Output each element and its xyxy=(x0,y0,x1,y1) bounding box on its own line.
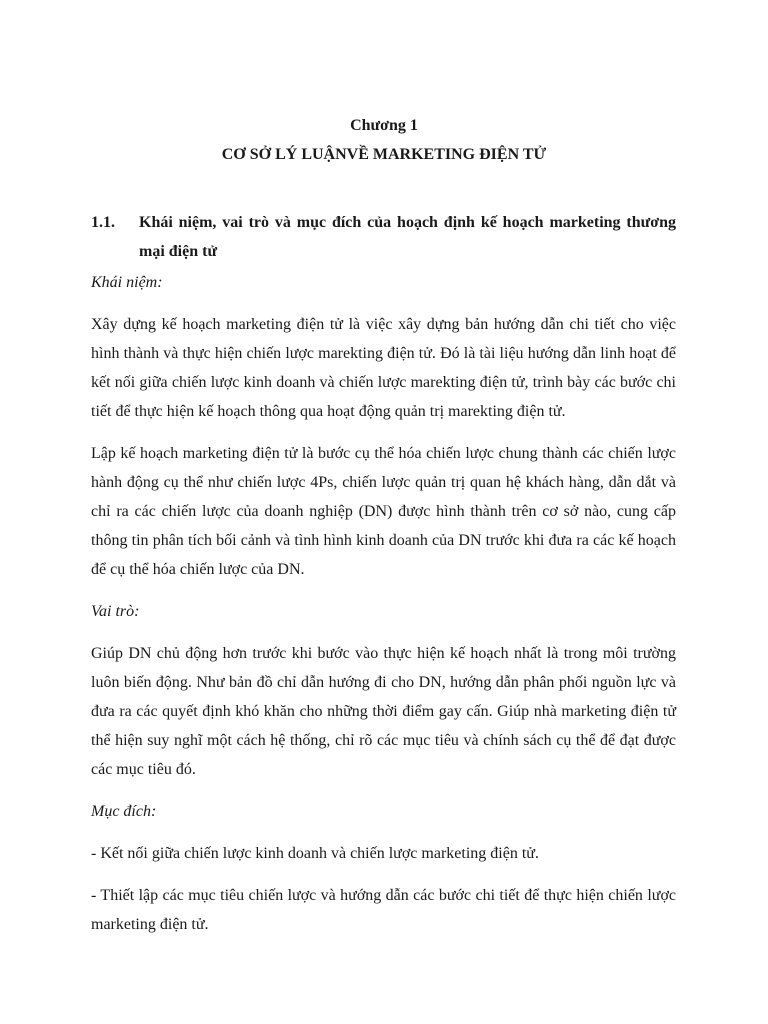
purpose-item: - Thiết lập các mục tiêu chiến lược và hướng dẫn các bước chi tiết để thực hiện chiến lược marketing điện tử. xyxy=(91,887,676,933)
purpose-label: Mục đích: xyxy=(91,803,157,820)
section-title: Khái niệm, vai trò và mục đích của hoạch định kế hoạch marketing thương mại điện tử xyxy=(139,214,676,260)
concept-label: Khái niệm: xyxy=(91,274,163,291)
concept-paragraph: Lập kế hoạch marketing điện tử là bước cụ thể hóa chiến lược chung thành các chiến lược hành động cụ thể như chiến lược 4Ps, chiến lược quản trị quan hệ khách hàng, dẫn dắt và chỉ ra các chiến lược của doanh nghiệp (DN) được hình thành trên cơ sở nào, cung cấp thông tin phân tích bối cảnh và tình hình kinh doanh của DN trước khi đưa ra các kế hoạch để cụ thể hóa chiến lược của DN. xyxy=(91,445,676,578)
role-paragraph: Giúp DN chủ động hơn trước khi bước vào thực hiện kế hoạch nhất là trong môi trường luôn biến động. Như bản đồ chỉ dẫn hướng đi cho DN, hướng dẫn phân phối nguồn lực và đưa ra các quyết định khó khăn cho những thời điểm gay cấn. Giúp nhà marketing điện tử thể hiện suy nghĩ một cách hệ thống, chỉ rõ các mục tiêu và chính sách cụ thể để đạt được các mục tiêu đó. xyxy=(91,645,676,778)
document-body xyxy=(91,268,676,952)
section-heading xyxy=(91,208,676,266)
concept-paragraph: Xây dựng kế hoạch marketing điện tử là việc xây dựng bản hướng dẫn chi tiết cho việc hình thành và thực hiện chiến lược marekting điện tử. Đó là tài liệu hướng dẫn linh hoạt để kết nối giữa chiến lược kinh doanh và chiến lược marekting điện tử, trình bày các bước chi tiết để thực hiện kế hoạch thông qua hoạt động quản trị marekting điện tử. xyxy=(91,316,676,420)
chapter-title: CƠ SỞ LÝ LUẬNVỀ MARKETING ĐIỆN TỬ xyxy=(221,146,547,163)
chapter-label: Chương 1 xyxy=(350,117,418,134)
purpose-item: - Kết nối giữa chiến lược kinh doanh và chiến lược marketing điện tử. xyxy=(91,845,539,862)
role-label: Vai trò: xyxy=(91,603,140,620)
section-number: 1.1. xyxy=(91,214,115,231)
